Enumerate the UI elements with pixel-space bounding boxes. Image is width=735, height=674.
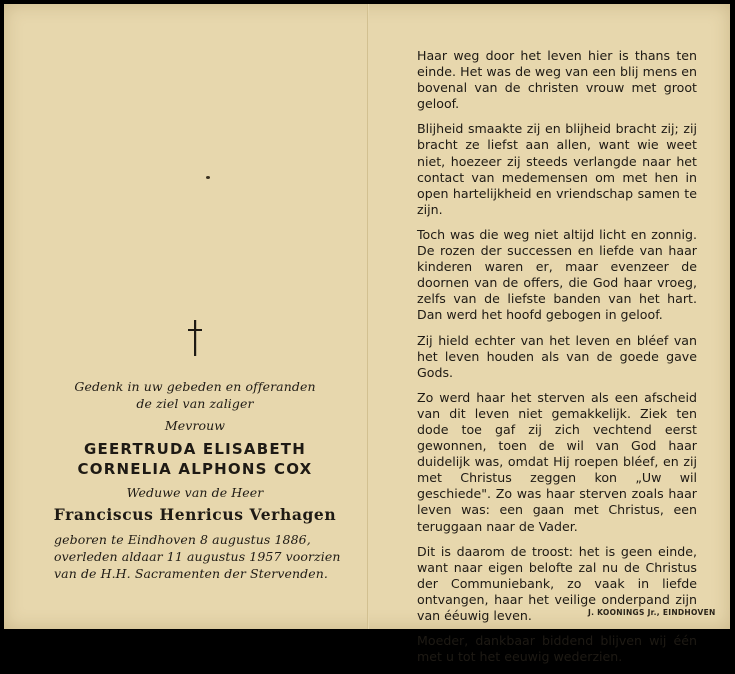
printer-imprint: J. KOONINGS Jr., EINDHOVEN — [588, 608, 716, 617]
dates-line-1: geboren te Eindhoven 8 augustus 1886, — [54, 532, 311, 547]
paragraph: Zo werd haar het sterven als een afscheid van dit leven niet gemakkelijk. Ziek ten dode toe gaf zij zich vechtend eerst gewonnen, toen de wil van God haar duidelijk was, omdat Hij roepen bléef, en zij met Christus zeggen kon „Uw wil geschiede". Zo was haar sterven zoals haar leven was: een gaan met Christus, een teruggaan naar de Vader. — [417, 389, 697, 534]
cross-icon — [185, 320, 205, 356]
paragraph: Blijheid smaakte zij en blijheid bracht zij; zij bracht ze liefst aan allen, want wie weet niet, hoezeer zij steeds verlangde naar het contact van medemensen om met hen in open hartelijkheid en vriendschap samen te zijn. — [417, 121, 697, 217]
dates-line-2: overleden aldaar 11 augustus 1957 voorzien — [54, 549, 341, 564]
right-panel — [417, 48, 697, 674]
paragraph: Moeder, dankbaar biddend blijven wij één met u tot het eeuwig wederzien. — [417, 633, 697, 665]
left-panel — [40, 320, 350, 582]
paragraph: Dit is daarom de troost: het is geen einde, want naar eigen belofte zal nu de Christus der Communiebank, zo vaak in liefde ontvangen, haar het veilige onderpand zijn van ééuwig leven. — [417, 543, 697, 623]
deceased-name-line-2: CORNELIA ALPHONS COX — [77, 460, 313, 478]
intro-line-2: de ziel van zaliger — [136, 396, 254, 411]
dates-line-3: van de H.H. Sacramenten der Stervenden. — [54, 566, 328, 581]
intro-line-1: Gedenk in uw gebeden en offeranden — [74, 379, 316, 394]
paper-speck — [206, 176, 210, 179]
title-mevrouw: Mevrouw — [164, 418, 226, 433]
paragraph: Haar weg door het leven hier is thans ten einde. Het was de weg van een blij mens en bovenal van de christen vrouw met groot geloof. — [417, 48, 697, 112]
paragraph: Zij hield echter van het leven en bléef van het leven houden als van de goede gave Gods. — [417, 332, 697, 380]
deceased-name-line-1: GEERTRUDA ELISABETH — [84, 440, 306, 458]
widow-of-label: Weduwe van de Heer — [126, 485, 264, 500]
paragraph: Toch was die weg niet altijd licht en zonnig. De rozen der successen en liefde van haar kinderen waren er, maar evenzeer de doornen van de offers, die God haar vroeg, zelfs van de liefste banden van het hart. Dan werd het hoofd gebogen in geloof. — [417, 226, 697, 323]
husband-name: Franciscus Henricus Verhagen — [53, 505, 337, 524]
card-fold — [367, 4, 369, 629]
